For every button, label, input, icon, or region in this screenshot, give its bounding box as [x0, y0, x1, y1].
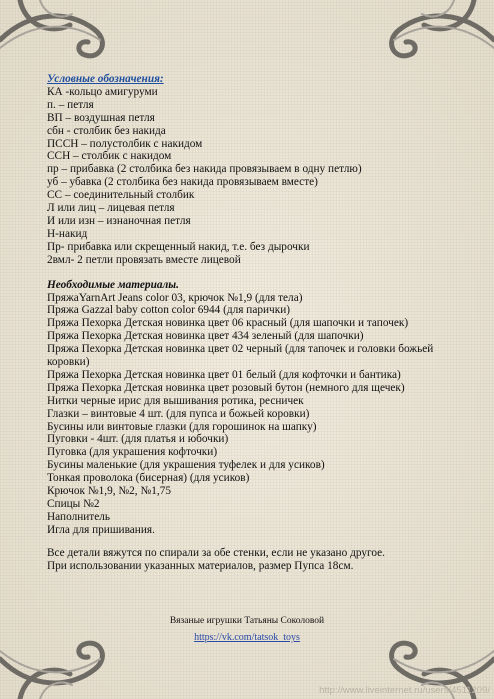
legend-item: 2вмл- 2 петли провязать вместе лицевой	[47, 253, 241, 266]
legend-item: Л или лиц – лицевая петля	[47, 202, 175, 215]
legend-list	[47, 86, 467, 267]
legend-item: СС – соединительный столбик	[47, 189, 195, 202]
legend-item: сбн - столбик без накида	[47, 124, 166, 137]
material-item: ПряжаYarnArt Jeans color 03, крючок №1,9 (для тела)	[47, 291, 303, 304]
legend-item: ВП – воздушная петля	[47, 111, 155, 124]
materials-heading: Необходимые материалы.	[47, 278, 179, 291]
material-item: Тонкая проволока (бисерная) (для усиков)	[47, 472, 250, 485]
document-body	[47, 73, 467, 573]
author-credit: Вязаные игрушки Татьяны Соколовой	[169, 616, 325, 626]
material-item: Пряжа Пехорка Детская новинка цвет розовый бутон (немного для щечек)	[47, 381, 405, 394]
legend-item: И или изн – изнаночная петля	[47, 214, 191, 227]
legend-item: п. – петля	[47, 98, 94, 111]
material-item: Нитки черные ирис для вышивания ротика, ресничек	[47, 394, 304, 407]
material-item: Крючок №1,9, №2, №1,75	[47, 485, 172, 498]
material-item: Пуговки - 4шт. (для платья и юбочки)	[47, 433, 229, 446]
legend-item: Пр- прибавка или скрещенный накид, т.е. без дырочки	[47, 240, 310, 253]
material-item: Игла для пришивания.	[47, 523, 155, 536]
spacer	[47, 537, 467, 547]
material-item: Пряжа Пехорка Детская новинка цвет 01 белый (для кофточки и бантика)	[47, 368, 401, 381]
material-item: Пряжа Gazzal baby cotton color 6944 (для парички)	[47, 304, 291, 317]
material-item: Спицы №2	[47, 498, 100, 510]
note-size: При использовании указанных материалов, размер Пупса 18см.	[47, 559, 354, 572]
material-item: Пряжа Пехорка Детская новинка цвет 434 зеленый (для шапочки)	[47, 330, 364, 343]
corner-ornament-top-left	[0, 0, 150, 75]
vk-link[interactable]: https://vk.com/tatsok_toys	[194, 632, 300, 643]
corner-ornament-top-right	[344, 0, 494, 75]
legend-item: уб – убавка (2 столбика без накида провязываем вместе)	[47, 176, 318, 189]
material-item: Наполнитель	[47, 510, 111, 523]
legend-item: КА -кольцо амигуруми	[47, 85, 158, 98]
legend-heading: Условные обозначения:	[47, 73, 164, 85]
material-item: Пряжа Пехорка Детская новинка цвет 02 черный (для тапочек и головки божьей коровки)	[47, 343, 434, 369]
spacer	[47, 267, 467, 279]
watermark-url: http://www.liveinternet.ru/users/4511209/	[319, 685, 490, 696]
legend-item: пр – прибавка (2 столбика без накида провязываем в одну петлю)	[47, 163, 362, 176]
legend-item: Н-накид	[47, 227, 88, 240]
material-item: Пряжа Пехорка Детская новинка цвет 06 красный (для шапочки и тапочек)	[47, 317, 409, 330]
materials-list	[47, 292, 467, 537]
legend-item: ССН – столбик с накидом	[47, 150, 172, 163]
material-item: Бусины маленькие (для украшения туфелек и для усиков)	[47, 459, 325, 472]
material-item: Бусины или винтовые глазки (для горошинок на шапку)	[47, 420, 317, 433]
note-spiral: Все детали вяжутся по спирали за обе стенки, если не указано другое.	[47, 546, 385, 559]
legend-item: ПССН – полустолбик с накидом	[47, 137, 203, 150]
material-item: Пуговка (для украшения кофточки)	[47, 446, 218, 459]
material-item: Глазки – винтовые 4 шт. (для пупса и божьей коровки)	[47, 407, 310, 420]
